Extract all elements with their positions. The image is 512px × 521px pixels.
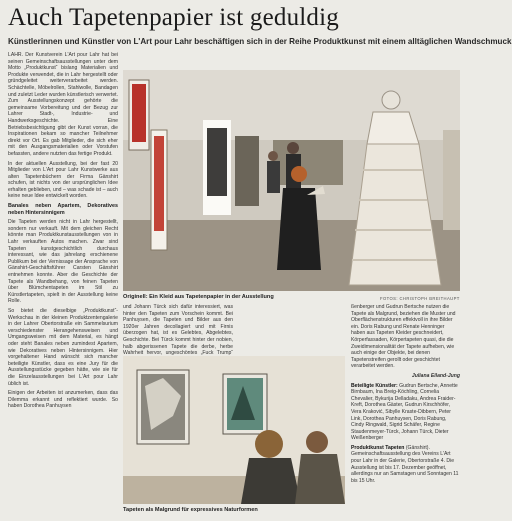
paragraph: LAHR. Der Kunstverein L'Art pour Lahr hat bei seinen Gemeinschaftsausstellungen unter dem Motto „Produktkunst“ bislang Materialien und Produkte verwendet, die in Lahr hergestellt oder gründgeleitet weiterverarbeitet werden. Schächtelle, Möbelrollen, Stahlwolle, Bandagen und zuletzt Leder wurden künstlerisch verwertet. Zum Ausstellungskonzept gehörte die gemeinsame Vorbereitung und der Bezug zur Lahrer Stadt-, Industrie- und Handwerksgeschichte. Eine Betriebsbesichtigung gibt der Kunst vorran, die Inspirationen bekam so mancher Teilnehmer direkt vor Ort. Es gab Mitglieder, die sich eher mit den Ausgangsmaterialien oder Vorstufen befassten, andere nutzten das fertige Produkt. [8,52,118,157]
info-label: Beteiligte Künstler: [351,382,398,389]
info-label: Produktkunst Tapeten [351,444,405,451]
photo-dress-exhibition [123,70,460,291]
subheadline: Künstlerinnen und Künstler von L'Art pour Lahr beschäftigen sich in der Reihe Produktkunst mit einem alltäglichen Wandschmuck [8,37,512,46]
info-text: Gudrun Bertsche, Annette Birnbaum, Ina Breig-Köchling, Cornelia Chevalier, Bykurija Delladaku, Andrea Fraider-Kreft, Dorothea Gäster, Gudrun Kirschhöfer, Vera Kraković, Sibylle Kraste-Dibbern, Peter Link, Dorothea Panhuysen, Doris Rabung, Cindy Ringwald, Sigrid Schäfer, Regine Staudenmeyer-Türck, Johann Türck, Dieter Weißenberger [351,382,458,442]
paragraph: Die Tapeten werden nicht in Lahr hergestellt, sondern nur verkauft. Mit dem gleichen Recht könnte man Produktkunstausstellungen von in Lahr verkauften Autos machen. Zwar sind Tapeten kunstgeschichtlich durchaus interessant, wie das jahrelang erschienene Publikum bei der Vernissage der Ansprache von Gänshirt-Geschäftsführer Carsten Gänshirt entnehmen konnte. Aber die Geschichte der Tapete als Wandbehang, von feinen Tapeten über Blümchentapeten im Stil zu Künstlertapeten, spielt in der Ausstellung keine Rolle. [8,219,118,305]
paragraph: Einigen der Arbeiten ist anzumerken, dass das Dilemma erkannt und reflektiert wurde. So haben Dorothea Panhuysen [8,390,118,410]
paragraph: ßenberger und Gudrun Bertsche nutzen die Tapete als Malgrund, beziehen die Muster und Oberflächenstrukturen effektvoll in ihre Bilder ein. Doris Rabung und Renate Henninger haben aus Tapeten Kleider geschneidert, Körperfassaden, Körpertapeten quasi, die die Zweidimensionalität der Tapete aufheben, wie auch einige der Objekte, bei denen Tapetenstreifen gerollt oder geschichtet verarbeitet werden. [351,304,456,370]
paragraph: In der aktuellen Ausstellung, bei der fast 20 Mitglieder von L'Art pour Lahr Kunstwerke aus alten Tapetenbüchern der Firma Gänshirt schufen, ist nichts von der ursprünglichen Idee erhalten geblieben, und – was schade ist – auch keine neue Idee entwickelt worden. [8,160,118,200]
paragraph: und Johann Türck sich dafür interessiert, was hinter den Tapeten zum Vorschein kommt. Bei Panhuysen, die Tapeten und Bilder aus den 1920er Jahren decollagiert und mit Firnis überzogen hat, ist es Gelebtes, Abgelebtes, Geschichte. Bei Türck kommt hinter der nobien, halb abgerissenen Tapete die derbe, herbe Wahrheit hervor, ungeschöntes „Fuck Trump“ [123,304,233,357]
headline: Auch Tapetenpapier ist geduldig [8,4,339,31]
photo-paintings-exhibition [123,356,345,504]
info-text: (Gänshirt). Gemeinschaftsausstellung des Vereins L'Art pour Lahr in der Galerie, Obertorstraße 4. Die Ausstellung ist bis 17. Dezember geöffnet, allerdings nur an Samstagen und Sonntagen 11 bis 15 Uhr. [351,444,459,484]
photo-credit: FOTOS: CHRISTOPH BREITHAUPT [380,296,460,301]
info-box-artists [351,383,460,442]
author-signature: Juliana Eiland-Jung [411,372,460,379]
column-2 [123,304,233,357]
column-1 [8,52,118,518]
info-box-exhibition [351,445,460,485]
section-heading: Banales neben Apartem, Dekoratives neben Hintersinnigem [8,203,118,216]
photo-2-caption: Tapeten als Malgrund für expressives Naturformen [123,507,258,513]
paragraph: So bietet die dieselbige „Produktkunst“-Werkschau in der kleinen Produktzentengalerie in der Lahrer Obertorstraße ein Sammelsurium verschiedenster Herangehensweisen und Umgangsweisen mit dem Material, es hängt oder steht Banales neben zumindest Apartem, wie Dekoratives neben Hintersinnigem. Hier vorgehaltener Hand wünscht sich mancher beteiligte Künstler, dass es eine Jury für die Ausstellungsstücke gegeben hätte, wie sie für die Einzelausstellungen bei L'Art pour Lahr üblich ist. [8,307,118,387]
column-3 [351,304,460,518]
photo-1-caption: Originell: Ein Kleid aus Tapetenpapier in der Ausstellung [123,294,274,300]
